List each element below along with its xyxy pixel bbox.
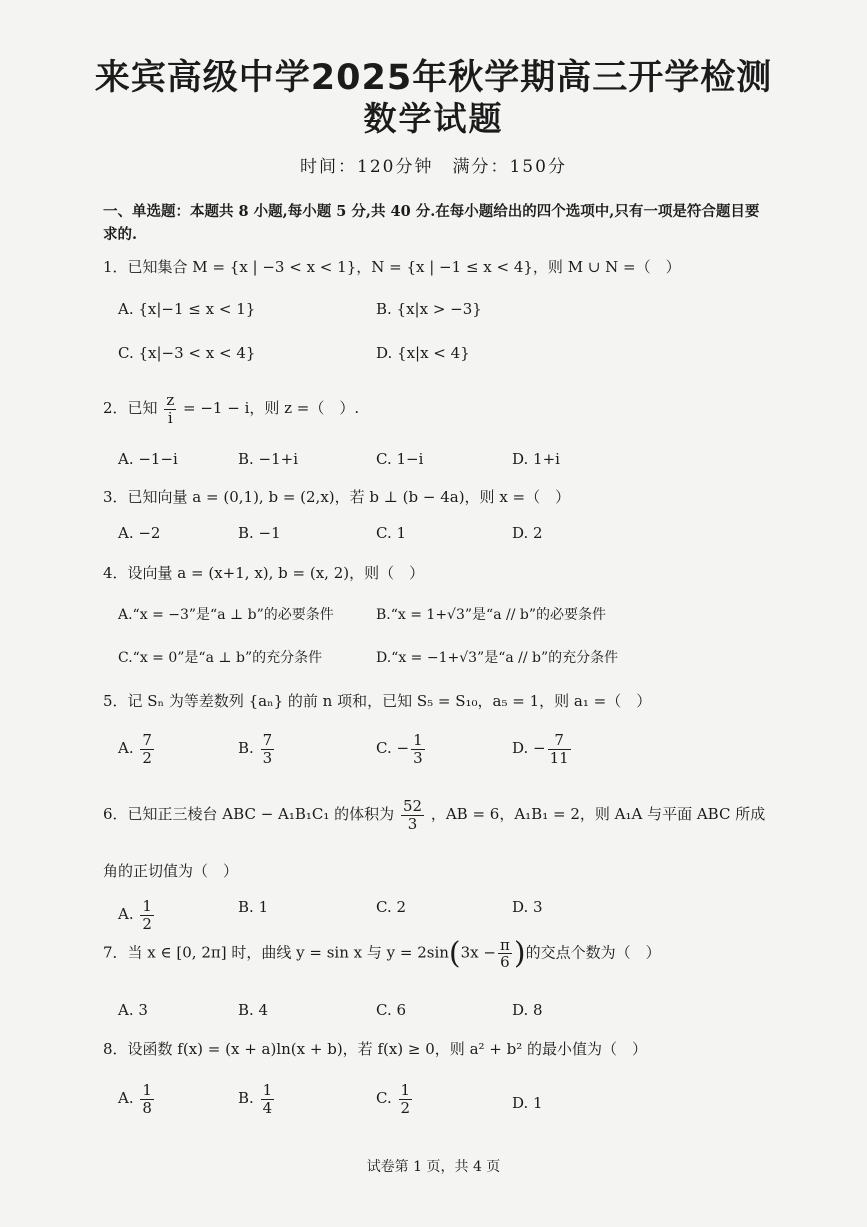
- option-fraction: [548, 732, 571, 766]
- question-2-option-b: B. −1+i: [238, 450, 299, 468]
- fraction-denominator: 4: [262, 1098, 273, 1117]
- option-label: B.: [238, 898, 254, 916]
- question-6-stem: [103, 798, 765, 832]
- question-4-stem: 4．设向量 a = (x+1, x), b = (x, 2)，则（ ）: [103, 564, 425, 582]
- question-6-option-b: [238, 898, 268, 916]
- option-fraction: [399, 1082, 413, 1116]
- question-8-option-c: [376, 1082, 414, 1116]
- option-label: A.: [118, 905, 134, 923]
- option-label: B.: [238, 739, 254, 757]
- fraction-denominator: 3: [262, 748, 273, 767]
- question-1-option-c: C. {x|−3 < x < 4}: [118, 344, 256, 362]
- question-3-option-a: A. −2: [118, 524, 161, 542]
- fraction-denominator: 11: [549, 748, 569, 767]
- question-2-option-c: C. 1−i: [376, 450, 424, 468]
- question-6-stem-line2: 角的正切值为（ ）: [103, 862, 239, 880]
- question-7-option-a: A. 3: [118, 1001, 148, 1019]
- fraction-numerator: 1: [400, 1081, 411, 1099]
- option-text: 1: [533, 1094, 543, 1112]
- question-5-option-b: [238, 732, 276, 766]
- question-7-option-d: D. 8: [512, 1001, 543, 1019]
- exam-title: 来宾高级中学2025年秋学期高三开学检测: [94, 58, 773, 98]
- question-7-stem: [103, 936, 661, 971]
- exam-subject: 数学试题: [363, 99, 504, 138]
- question-5-stem: 5．记 Sₙ 为等差数列 {aₙ} 的前 n 项和，已知 S₅ = S₁₀，a₅ = 1，则 a₁ =（ ）: [103, 692, 652, 710]
- option-fraction: [411, 732, 425, 766]
- left-paren: (: [448, 936, 461, 971]
- question-1-option-a: A. {x|−1 ≤ x < 1}: [118, 300, 256, 318]
- question-2-stem-post: = −1 − i，则 z =（ ）.: [183, 399, 360, 417]
- fraction-numerator: π: [499, 935, 510, 954]
- question-7-option-b: B. 4: [238, 1001, 269, 1019]
- option-fraction: [261, 732, 275, 766]
- option-label: C.: [376, 739, 392, 757]
- option-label: C.: [376, 1089, 392, 1107]
- option-label: B.: [238, 1089, 254, 1107]
- question-7-option-c: C. 6: [376, 1001, 407, 1019]
- question-8-option-d: [512, 1094, 543, 1112]
- question-4-option-c: C.“x = 0”是“a ⊥ b”的充分条件: [118, 650, 323, 666]
- option-label: A.: [118, 1089, 134, 1107]
- fraction-numerator: 52: [402, 797, 423, 815]
- fraction-denominator: 2: [400, 1098, 411, 1117]
- fraction-numerator: 7: [548, 732, 571, 750]
- question-8-stem: 8．设函数 f(x) = (x + a)ln(x + b)，若 f(x) ≥ 0，则 a² + b² 的最小值为（ ）: [103, 1040, 648, 1058]
- question-2-fraction-numerator: z: [166, 391, 175, 409]
- fraction-denominator: 8: [142, 1098, 152, 1117]
- question-4-option-a: A.“x = −3”是“a ⊥ b”的必要条件: [118, 607, 334, 623]
- question-2-fraction-denominator: i: [167, 408, 173, 427]
- question-1-option-d: D. {x|x < 4}: [376, 344, 470, 362]
- question-6-stem-pre: 6．已知正三棱台 ABC − A₁B₁C₁ 的体积为: [103, 805, 395, 823]
- question-2-fraction: [164, 392, 176, 426]
- option-text: 2: [396, 898, 407, 916]
- fraction-denominator: 3: [407, 814, 418, 833]
- question-6-option-d: [512, 898, 543, 916]
- question-4-option-d: D.“x = −1+√3”是“a // b”的充分条件: [376, 650, 619, 666]
- question-1-stem: 1．已知集合 M = {x | −3 < x < 1}，N = {x | −1 ≤ x < 4}，则 M ∪ N =（ ）: [103, 258, 681, 276]
- fraction-denominator: 2: [142, 914, 152, 933]
- question-5-option-c: [376, 732, 427, 766]
- option-label: D.: [512, 1094, 529, 1112]
- option-text: 3: [533, 898, 543, 916]
- question-3-stem: 3．已知向量 a = (0,1), b = (2,x)，若 b ⊥ (b − 4a)，则 x =（ ）: [103, 488, 571, 506]
- option-fraction: [140, 732, 154, 766]
- question-8-option-b: [238, 1082, 276, 1116]
- option-fraction: [140, 1082, 154, 1116]
- fraction-denominator: 2: [142, 748, 152, 767]
- fraction-numerator: 7: [142, 731, 152, 749]
- exam-time-score: 时间：120分钟 满分：150分: [300, 157, 567, 177]
- option-label: C.: [376, 898, 392, 916]
- right-paren: ): [513, 936, 526, 971]
- question-7-fraction: [498, 937, 512, 971]
- question-3-option-c: C. 1: [376, 524, 407, 542]
- option-text: 1: [258, 898, 269, 916]
- question-6-fraction: [401, 798, 424, 832]
- option-sign: −: [396, 739, 410, 757]
- fraction-numerator: 7: [262, 731, 273, 749]
- fraction-denominator: 6: [500, 953, 510, 971]
- fraction-numerator: 1: [142, 897, 152, 915]
- question-7-stem-post: 的交点个数为（ ）: [525, 943, 661, 962]
- fraction-numerator: 1: [262, 1081, 273, 1099]
- page-footer: 试卷第 1 页，共 4 页: [366, 1159, 501, 1175]
- question-2-option-a: A. −1−i: [118, 450, 178, 468]
- question-5-option-a: [118, 732, 156, 766]
- question-5-option-d: [512, 732, 573, 766]
- question-7-paren-content: 3x −: [460, 943, 496, 962]
- option-fraction: [261, 1082, 275, 1116]
- section-heading: 一、单选题：本题共 8 小题,每小题 5 分,共 40 分.在每小题给出的四个选项中,只有一项是符合题目要求的.: [103, 203, 760, 243]
- question-4-option-b: B.“x = 1+√3”是“a // b”的必要条件: [376, 607, 607, 623]
- question-3-option-b: B. −1: [238, 524, 281, 542]
- question-1-option-b: B. {x|x > −3}: [376, 300, 482, 318]
- question-2-option-d: D. 1+i: [512, 450, 560, 468]
- option-label: D.: [512, 739, 529, 757]
- option-sign: −: [533, 739, 546, 757]
- question-6-option-c: [376, 898, 406, 916]
- question-8-option-a: [118, 1082, 156, 1116]
- option-fraction: [140, 898, 154, 932]
- question-2-stem-pre: 2．已知: [103, 399, 158, 417]
- fraction-denominator: 3: [413, 748, 423, 767]
- question-2-stem: [103, 392, 359, 426]
- question-3-option-d: D. 2: [512, 524, 543, 542]
- question-6-option-a: [118, 898, 156, 932]
- question-6-stem-post: ，AB = 6，A₁B₁ = 2，则 A₁A 与平面 ABC 所成: [430, 805, 766, 823]
- option-label: A.: [118, 739, 134, 757]
- fraction-numerator: 1: [413, 731, 423, 749]
- fraction-numerator: 1: [142, 1081, 152, 1099]
- option-label: D.: [512, 898, 529, 916]
- question-7-stem-pre: 7．当 x ∈ [0, 2π] 时，曲线 y = sin x 与 y = 2sin: [103, 943, 449, 962]
